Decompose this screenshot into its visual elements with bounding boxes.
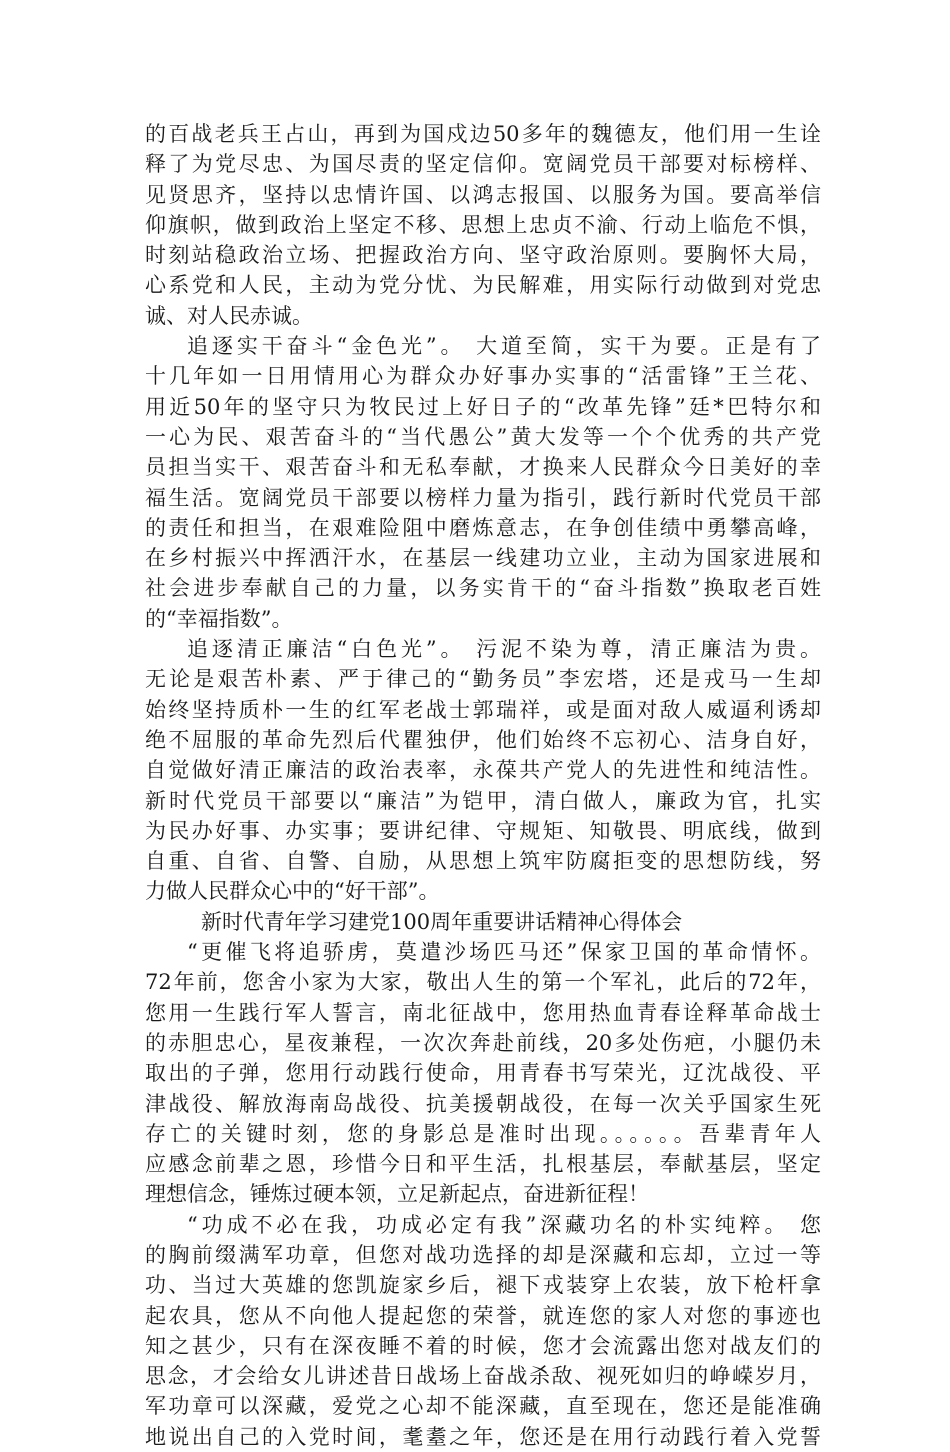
text-line: 的胸前缀满军功章，但您对战功选择的却是深藏和忘却，立过一等 — [145, 1242, 821, 1267]
text-line: 在乡村振兴中挥洒汗水，在基层一线建功立业，主动为国家进展和 — [145, 546, 821, 571]
text-line: 福生活。宽阔党员干部要以榜样力量为指引，践行新时代党员干部 — [145, 485, 821, 510]
text-line: 的赤胆忠心，星夜兼程，一次次奔赴前线，20多处伤疤，小腿仍未 — [145, 1030, 821, 1055]
text-line: 无论是艰苦朴素、严于律己的“勤务员”李宏塔，还是戎马一生却 — [145, 667, 821, 692]
paragraph-heading-revolution: “更催飞将追骄虏，莫遣沙场匹马还”保家卫国的革命情怀。 — [187, 940, 821, 965]
text-line: 的百战老兵王占山，再到为国戍边50多年的魏德友，他们用一生诠 — [145, 122, 821, 146]
text-line: 应感念前辈之恩，珍惜今日和平生活，扎根基层，奉献基层，坚定 — [145, 1152, 821, 1177]
text-line: 始终坚持质朴一生的红军老战士郭瑞祥，或是面对敌人威逼利诱却 — [145, 697, 821, 722]
text-line: 员担当实干、艰苦奋斗和无私奉献，才换来人民群众今日美好的幸 — [145, 455, 821, 480]
text-line: 您用一生践行军人誓言，南北征战中，您用热血青春诠释革命战士 — [145, 1000, 821, 1025]
text-line: 的“幸福指数”。 — [145, 606, 293, 631]
text-line: 仰旗帜，做到政治上坚定不移、思想上忠贞不渝、行动上临危不惧， — [145, 212, 821, 237]
paragraph-heading-white-light: 追逐清正廉洁“白色光”。 污泥不染为尊，清正廉洁为贵。 — [187, 637, 821, 662]
text-line: 的责任和担当，在艰难险阻中磨炼意志，在争创佳绩中勇攀高峰， — [145, 515, 821, 540]
text-line: 绝不屈服的革命先烈后代瞿独伊，他们始终不忘初心、洁身自好， — [145, 727, 821, 752]
text-line: 自觉做好清正廉洁的政治表率，永葆共产党人的先进性和纯洁性。 — [145, 758, 821, 783]
paragraph-heading-merit: “功成不必在我，功成必定有我”深藏功名的朴实纯粹。 您 — [187, 1212, 821, 1237]
text-line: 释了为党尽忠、为国尽责的坚定信仰。宽阔党员干部要对标榜样、 — [145, 152, 821, 177]
text-line: 津战役、解放海南岛战役、抗美援朝战役，在每一次关乎国家生死 — [145, 1091, 821, 1116]
text-line: 十几年如一日用情用心为群众办好事办实事的“活雷锋”王兰花、 — [145, 364, 821, 389]
text-line: 起农具，您从不向他人提起您的荣誉，就连您的家人对您的事迹也 — [145, 1303, 821, 1328]
text-line: 诚、对人民赤诚。 — [145, 303, 313, 328]
text-line: 时刻站稳政治立场、把握政治方向、坚守政治原则。要胸怀大局， — [145, 243, 821, 268]
text-line: 一心为民、艰苦奋斗的“当代愚公”黄大发等一个个优秀的共产党 — [145, 424, 821, 449]
text-line: 自重、自省、自警、自励，从思想上筑牢防腐拒变的思想防线，努 — [145, 849, 821, 874]
text-line: 72年前，您舍小家为大家，敬出人生的第一个军礼，此后的72年， — [145, 970, 821, 995]
paragraph-heading-gold-light: 追逐实干奋斗“金色光”。 大道至简，实干为要。正是有了 — [187, 334, 821, 359]
text-line: 军功章可以深藏，爱党之心却不能深藏，直至现在，您还是能准确 — [145, 1394, 821, 1419]
text-line: 用近50年的坚守只为牧民过上好日子的“改革先锋”廷*巴特尔和 — [145, 394, 821, 419]
body-text — [145, 119, 821, 1452]
text-line: 为民办好事、办实事；要讲纪律、守规矩、知敬畏、明底线，做到 — [145, 818, 821, 843]
text-line: 取出的子弹，您用行动践行使命，用青春书写荣光，辽沈战役、平 — [145, 1061, 821, 1086]
text-line: 地说出自己的入党时间，耄耋之年，您还是在用行动践行着入党誓 — [145, 1424, 821, 1449]
text-line: 理想信念，锤炼过硬本领，立足新起点，奋进新征程！ — [145, 1182, 649, 1207]
text-line: 心系党和人民，主动为党分忧、为民解难，用实际行动做到对党忠 — [145, 273, 821, 298]
text-line: 存亡的关键时刻，您的身影总是准时出现。。。。。。吾辈青年人 — [145, 1121, 821, 1146]
text-line: 功、当过大英雄的您凯旋家乡后，褪下戎装穿上农装，放下枪杆拿 — [145, 1273, 821, 1298]
text-line: 见贤思齐，坚持以忠情许国、以鸿志报国、以服务为国。要高举信 — [145, 182, 821, 207]
text-line: 思念，才会给女儿讲述昔日战场上奋战杀敌、视死如归的峥嵘岁月， — [145, 1364, 821, 1389]
text-line: 知之甚少，只有在深夜睡不着的时候，您才会流露出您对战友们的 — [145, 1333, 821, 1358]
text-line: 社会进步奉献自己的力量，以务实肯干的“奋斗指数”换取老百姓 — [145, 576, 821, 601]
text-line: 新时代党员干部要以“廉洁”为铠甲，清白做人，廉政为官，扎实 — [145, 788, 821, 813]
text-line: 力做人民群众心中的“好干部”。 — [145, 879, 440, 904]
section-title: 新时代青年学习建党100周年重要讲话精神心得体会 — [201, 909, 683, 934]
